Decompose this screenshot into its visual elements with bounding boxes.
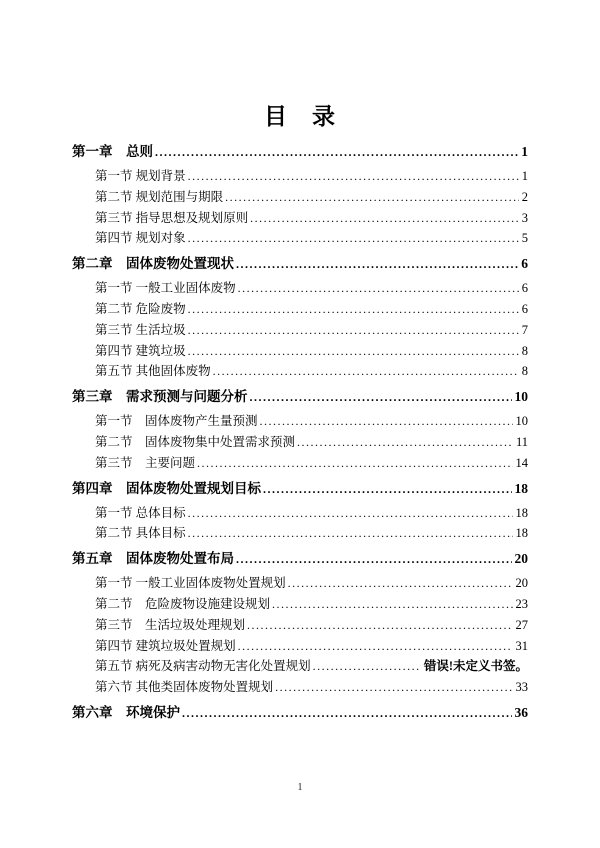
toc-entry-section[interactable] — [72, 341, 528, 362]
toc-entry-label: 第五章 固体废物处置布局 — [72, 551, 234, 567]
toc-entry-page: 6 — [521, 281, 528, 296]
toc-entry-label: 第二节 危险废物 — [95, 301, 186, 316]
toc-entry-page: 18 — [515, 505, 528, 520]
toc-entry-section[interactable] — [72, 228, 528, 249]
toc-entry-page: 6 — [521, 301, 528, 316]
toc-entry-label: 第三章 需求预测与问题分析 — [72, 389, 248, 405]
toc-entry-section[interactable] — [72, 503, 528, 524]
toc-entry-label: 第三节 主要问题 — [95, 455, 196, 470]
toc-entry-page: 18 — [515, 526, 528, 541]
dot-leader — [182, 701, 512, 725]
dot-leader — [236, 252, 518, 276]
toc-entry-section[interactable] — [72, 208, 528, 229]
toc-entry-label: 第一章 总则 — [72, 144, 153, 159]
table-of-contents — [72, 140, 528, 725]
dot-leader — [188, 228, 519, 249]
toc-entry-page: 27 — [515, 617, 528, 632]
footer-page-number: 1 — [297, 782, 303, 793]
toc-entry-label: 第二节 具体目标 — [95, 526, 186, 541]
toc-entry-label: 第三节 指导思想及规划原则 — [95, 210, 249, 225]
dot-leader — [247, 615, 512, 636]
toc-entry-label: 第三节 生活垃圾处理规划 — [95, 617, 246, 632]
toc-entry-label: 第一节 一般工业固体废物 — [95, 281, 236, 296]
toc-entry-chapter-1[interactable] — [72, 140, 528, 164]
toc-entry-page: 11 — [515, 434, 528, 449]
toc-entry-section[interactable] — [72, 299, 528, 320]
dot-leader — [188, 503, 513, 524]
toc-entry-label: 第三节 生活垃圾 — [95, 322, 186, 337]
toc-entry-section[interactable] — [72, 166, 528, 187]
toc-entry-page: 33 — [515, 680, 528, 695]
toc-entry-page: 5 — [521, 231, 528, 246]
dot-leader — [263, 477, 512, 501]
toc-entry-section[interactable] — [72, 411, 528, 432]
toc-entry-page: 20 — [515, 576, 528, 591]
toc-entry-label: 第四节 建筑垃圾 — [95, 343, 186, 358]
toc-entry-section[interactable] — [72, 453, 528, 474]
dot-leader — [188, 299, 519, 320]
toc-entry-label: 第四章 固体废物处置规划目标 — [72, 480, 261, 496]
toc-entry-label: 第二章 固体废物处置现状 — [72, 256, 234, 272]
dot-leader — [260, 411, 513, 432]
toc-entry-page: 8 — [521, 343, 528, 358]
toc-entry-chapter-5[interactable] — [72, 547, 528, 571]
toc-entry-label: 第六节 其他类固体废物处置规划 — [95, 680, 274, 695]
toc-entry-page: 1 — [521, 169, 528, 183]
dot-leader — [188, 523, 513, 544]
dot-leader — [188, 341, 519, 362]
dot-leader — [155, 140, 518, 164]
toc-entry-label: 第一节 规划背景 — [95, 169, 186, 183]
toc-entry-page: 14 — [515, 455, 528, 470]
toc-entry-section[interactable] — [72, 615, 528, 636]
dot-leader — [313, 656, 421, 677]
toc-entry-page: 20 — [514, 551, 528, 567]
toc-entry-label: 第五节 其他固体废物 — [95, 364, 211, 379]
toc-entry-page: 8 — [521, 364, 528, 379]
dot-leader — [250, 208, 519, 229]
dot-leader — [225, 187, 519, 208]
toc-entry-chapter-6[interactable] — [72, 701, 528, 725]
toc-entry-label: 第一节 一般工业固体废物处置规划 — [95, 576, 286, 591]
toc-entry-page: 23 — [515, 596, 528, 611]
toc-entry-section[interactable] — [72, 523, 528, 544]
dot-leader — [197, 453, 512, 474]
toc-entry-page: 2 — [521, 189, 528, 204]
toc-entry-chapter-2[interactable] — [72, 252, 528, 276]
dot-leader — [188, 166, 519, 187]
dot-leader — [288, 573, 513, 594]
toc-entry-section[interactable] — [72, 361, 528, 382]
toc-entry-label: 第二节 规划范围与期限 — [95, 189, 224, 204]
toc-entry-page: 10 — [514, 389, 528, 405]
toc-entry-section[interactable] — [72, 187, 528, 208]
toc-entry-page: 18 — [514, 480, 528, 496]
toc-entry-label: 第一节 总体目标 — [95, 505, 186, 520]
toc-entry-section[interactable] — [72, 573, 528, 594]
toc-entry-page: 3 — [521, 210, 528, 225]
toc-entry-page: 10 — [515, 414, 528, 429]
toc-entry-page: 1 — [521, 144, 528, 159]
dot-leader — [188, 320, 519, 341]
page-title: 目 录 — [264, 104, 336, 129]
toc-entry-chapter-4[interactable] — [72, 477, 528, 501]
toc-entry-section-error[interactable] — [72, 656, 528, 677]
toc-entry-label: 第四节 建筑垃圾处置规划 — [95, 638, 236, 653]
toc-entry-page: 36 — [514, 704, 528, 720]
toc-entry-section[interactable] — [72, 677, 528, 698]
toc-entry-page: 6 — [521, 256, 528, 272]
toc-entry-section[interactable] — [72, 320, 528, 341]
toc-entry-label: 第二节 危险废物设施建设规划 — [95, 596, 271, 611]
toc-entry-page: 7 — [521, 322, 528, 337]
toc-entry-section[interactable] — [72, 594, 528, 615]
toc-entry-chapter-3[interactable] — [72, 385, 528, 409]
dot-leader — [213, 361, 519, 382]
toc-entry-label: 第六章 环境保护 — [72, 704, 180, 720]
toc-entry-page: 31 — [515, 638, 528, 653]
dot-leader — [275, 677, 512, 698]
dot-leader — [236, 547, 512, 571]
toc-entry-section[interactable] — [72, 636, 528, 657]
toc-entry-label: 第五节 病死及病害动物无害化处置规划 — [95, 659, 311, 674]
dot-leader — [238, 278, 519, 299]
toc-entry-section[interactable] — [72, 432, 528, 453]
toc-entry-label: 第一节 固体废物产生量预测 — [95, 414, 258, 429]
dot-leader — [272, 594, 512, 615]
toc-entry-section[interactable] — [72, 278, 528, 299]
toc-entry-page-error: 错误!未定义书签。 — [423, 659, 528, 674]
dot-leader — [250, 385, 512, 409]
dot-leader — [297, 432, 513, 453]
toc-entry-label: 第二节 固体废物集中处置需求预测 — [95, 434, 296, 449]
toc-entry-label: 第四节 规划对象 — [95, 231, 186, 246]
dot-leader — [238, 636, 513, 657]
